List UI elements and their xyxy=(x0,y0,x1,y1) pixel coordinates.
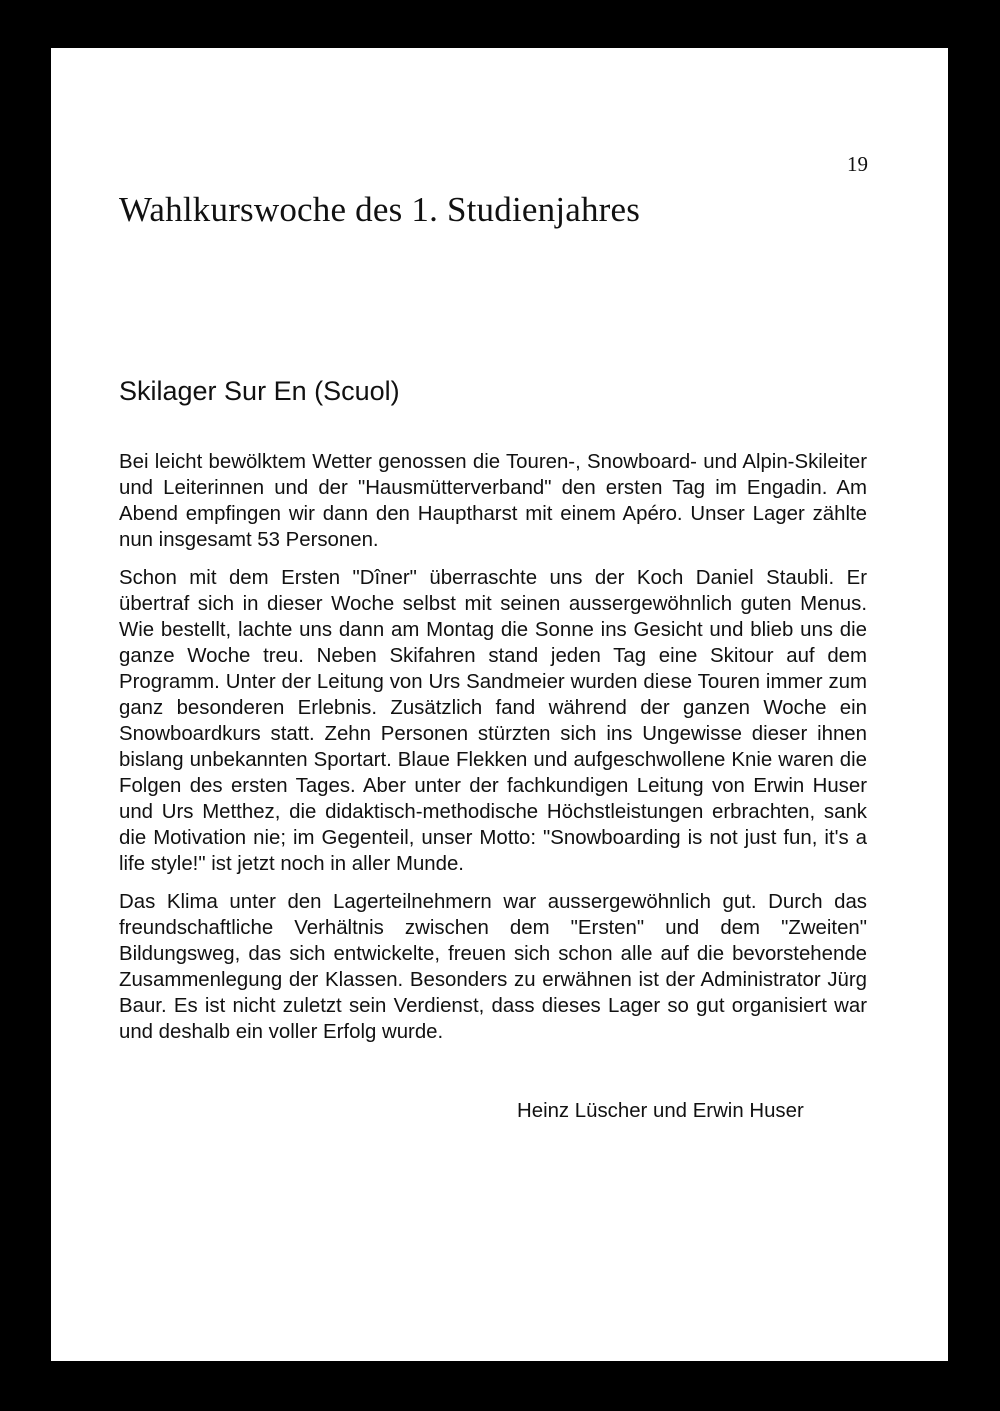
paragraph-2: Schon mit dem Ersten "Dîner" überraschte uns der Koch Daniel Staubli. Er übertraf sich in dieser Woche selbst mit seinen aussergewöhnlich guten Menus. Wie bestellt, lachte uns dann am Montag die Sonne ins Gesicht und blieb uns die ganze Woche treu. Neben Skifahren stand jeden Tag eine Skitour auf dem Programm. Unter der Leitung von Urs Sandmeier wurden diese Touren immer zum ganz besonderen Erlebnis. Zusätzlich fand während der ganzen Woche ein Snowboardkurs statt. Zehn Personen stürzten sich ins Ungewisse dieser ihnen bislang unbekannten Sportart. Blaue Flekken und aufgeschwollene Knie waren die Folgen des ersten Tages. Aber unter der fachkundigen Leitung von Erwin Huser und Urs Metthez, die didaktisch-methodische Höchstleistungen erbrachten, sank die Motivation nie; im Gegenteil, unser Motto: "Snowboarding is not just fun, it's a life style!" ist jetzt noch in aller Munde. xyxy=(119,567,867,875)
page-sheet xyxy=(51,48,948,1361)
page-number: 19 xyxy=(847,152,868,176)
author-signature: Heinz Lüscher und Erwin Huser xyxy=(517,1100,804,1122)
page-title: Wahlkurswoche des 1. Studienjahres xyxy=(119,190,641,229)
section-heading: Skilager Sur En (Scuol) xyxy=(119,376,400,406)
paragraph-3: Das Klima unter den Lagerteilnehmern war aussergewöhnlich gut. Durch das freundschaftliche Verhältnis zwischen dem "Ersten" und dem "Zweiten" Bildungsweg, das sich entwickelte, freuen sich schon alle auf die bevorstehende Zusammenlegung der Klassen. Besonders zu erwähnen ist der Administrator Jürg Baur. Es ist nicht zuletzt sein Verdienst, dass dieses Lager so gut organisiert war und deshalb ein voller Erfolg wurde. xyxy=(119,891,867,1043)
paragraph-1: Bei leicht bewölktem Wetter genossen die Touren-, Snowboard- und Alpin-Skileiter und Leiterinnen und der "Hausmütterverband" den ersten Tag im Engadin. Am Abend empfingen wir dann den Hauptharst mit einem Apéro. Unser Lager zählte nun insgesamt 53 Personen. xyxy=(119,451,867,551)
article-body xyxy=(119,449,867,1057)
